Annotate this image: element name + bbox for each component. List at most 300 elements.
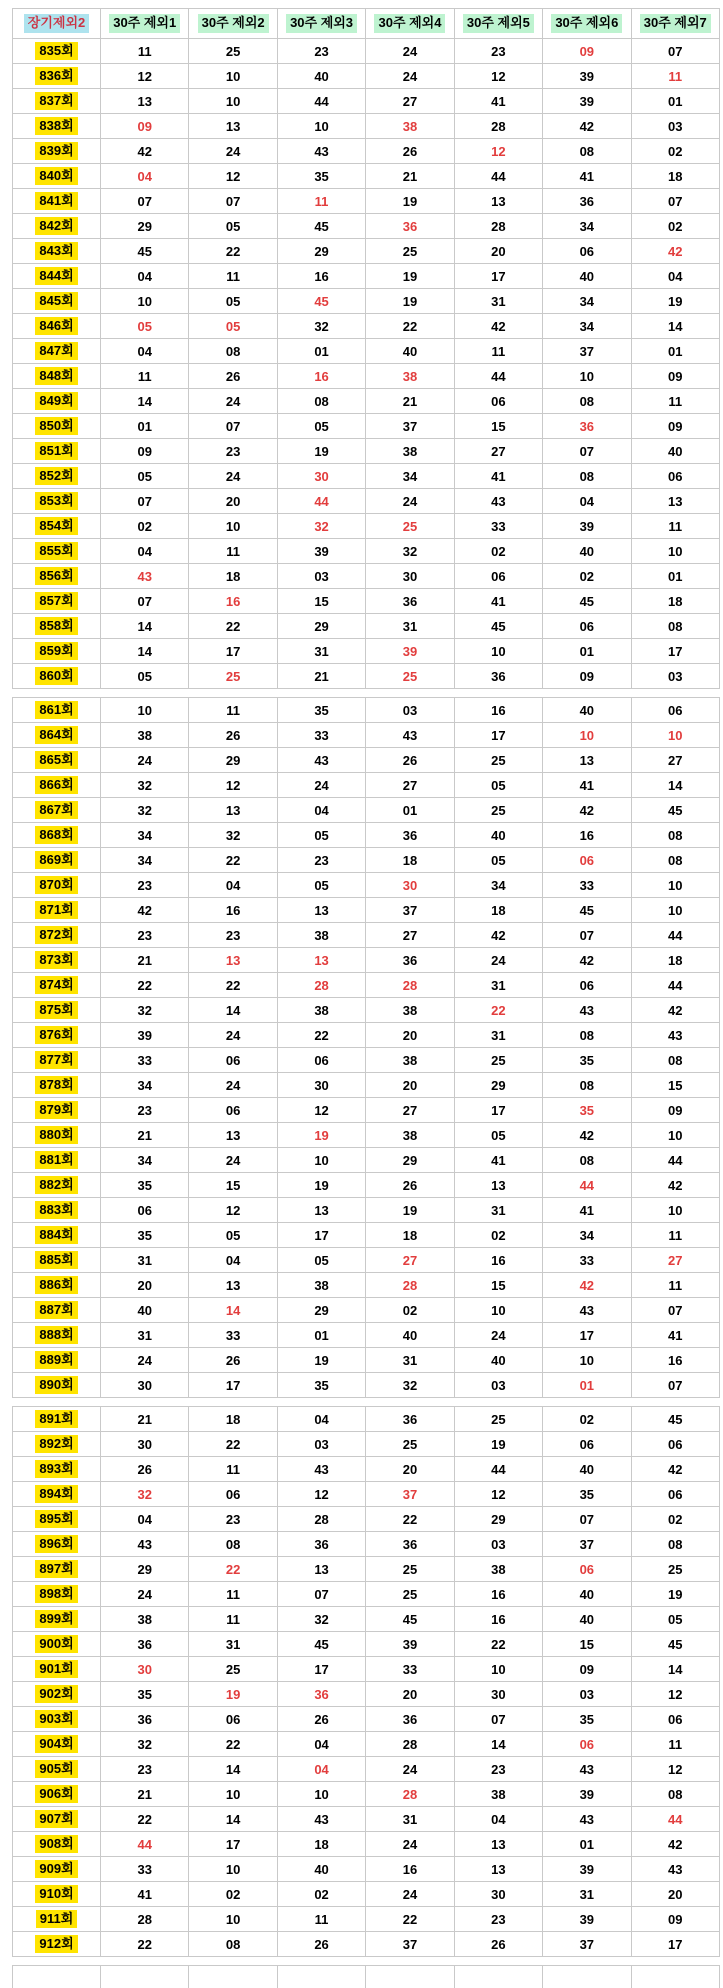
value-cell: [366, 214, 454, 239]
value-red: 22: [491, 1002, 506, 1018]
value-cell: [543, 1807, 631, 1832]
value-cell: [366, 1273, 454, 1298]
value: 10: [668, 1202, 683, 1218]
value-cell: [631, 898, 719, 923]
value-cell: [189, 798, 277, 823]
value: 22: [402, 318, 418, 334]
value: 06: [579, 977, 595, 993]
value: 40: [137, 1302, 152, 1318]
value-cell: [366, 1298, 454, 1323]
value-red: 19: [314, 1127, 329, 1143]
table-row: [13, 1607, 720, 1632]
value: 16: [491, 1586, 506, 1602]
round-cell: [13, 539, 101, 564]
value-red: 04: [137, 168, 152, 184]
header-label-30week-exclusion-7: 30주 제외7: [640, 14, 711, 32]
value-cell: [366, 339, 454, 364]
value-cell: [454, 948, 542, 973]
value-red: 22: [225, 1561, 241, 1577]
value-red: 10: [579, 727, 595, 743]
header-label-longterm-exclusion: 장기제외2: [24, 14, 89, 32]
value: 05: [314, 418, 329, 434]
value-cell: [101, 1432, 189, 1457]
table-row: [13, 1557, 720, 1582]
round-cell: [13, 873, 101, 898]
value-cell: [454, 1966, 542, 1988]
value: 22: [137, 1936, 152, 1952]
value-cell: [277, 1582, 365, 1607]
value: 03: [579, 1686, 595, 1702]
header-label-30week-exclusion-3: 30주 제외3: [286, 14, 357, 32]
value: 39: [579, 93, 595, 109]
value-cell: [101, 664, 189, 689]
value: 04: [314, 1736, 329, 1752]
value: 30: [491, 1686, 506, 1702]
value-cell: [101, 1507, 189, 1532]
value: 13: [137, 93, 152, 109]
value-cell: [277, 1807, 365, 1832]
value: 12: [314, 1102, 329, 1118]
value-cell: [366, 314, 454, 339]
value: 42: [668, 1002, 683, 1018]
round-cell: [13, 1807, 101, 1832]
value-red: 28: [402, 1786, 418, 1802]
round-label: 848회: [35, 367, 77, 385]
value-cell: [631, 1148, 719, 1173]
value-cell: [101, 1707, 189, 1732]
value-cell: [543, 698, 631, 723]
value-cell: [631, 414, 719, 439]
value-cell: [454, 564, 542, 589]
round-label: 861회: [35, 701, 77, 719]
value-cell: [366, 848, 454, 873]
value: 33: [314, 727, 329, 743]
value: 45: [314, 1636, 329, 1652]
value: 14: [668, 777, 683, 793]
value-cell: [543, 264, 631, 289]
value-cell: [277, 464, 365, 489]
value-cell: [543, 364, 631, 389]
value: 20: [137, 1277, 152, 1293]
value-cell: [277, 1632, 365, 1657]
value-red: 44: [314, 493, 329, 509]
value-red: 06: [579, 1561, 595, 1577]
table-row: [13, 114, 720, 139]
round-label: 889회: [35, 1351, 77, 1369]
value-cell: [101, 773, 189, 798]
value: 02: [314, 1886, 329, 1902]
round-label: 883회: [35, 1201, 77, 1219]
value: 16: [314, 268, 329, 284]
value: 25: [402, 1586, 418, 1602]
value-cell: [189, 614, 277, 639]
value: 40: [491, 1352, 506, 1368]
value: 25: [402, 243, 418, 259]
value: 07: [668, 43, 683, 59]
value: 32: [137, 1002, 152, 1018]
round-cell: [13, 1532, 101, 1557]
value-cell: [277, 1857, 365, 1882]
table-row: [13, 823, 720, 848]
value-cell: [189, 748, 277, 773]
value: 20: [491, 243, 506, 259]
value: 24: [402, 1886, 418, 1902]
value-red: 09: [579, 43, 595, 59]
value: 11: [226, 1611, 240, 1627]
round-cell: [13, 1407, 101, 1432]
value-cell: [366, 364, 454, 389]
value: 31: [137, 1252, 152, 1268]
value-cell: [631, 998, 719, 1023]
value-cell: [366, 948, 454, 973]
value-red: 42: [579, 1277, 595, 1293]
value-cell: [101, 698, 189, 723]
value-cell: [189, 339, 277, 364]
value-cell: [631, 773, 719, 798]
value-cell: [189, 998, 277, 1023]
value-cell: [277, 1932, 365, 1957]
value: 22: [225, 1436, 241, 1452]
round-cell: [13, 848, 101, 873]
value: 24: [225, 143, 241, 159]
value-cell: [366, 1457, 454, 1482]
value: 28: [491, 118, 506, 134]
value-cell: [101, 1023, 189, 1048]
value-cell: [543, 64, 631, 89]
value: 32: [402, 543, 418, 559]
round-label: 901회: [35, 1660, 77, 1678]
value-cell: [277, 1482, 365, 1507]
value: 17: [225, 1836, 241, 1852]
value-red: 09: [137, 118, 152, 134]
value: 13: [491, 1177, 506, 1193]
value-cell: [631, 1682, 719, 1707]
value: 39: [137, 1027, 152, 1043]
value-cell: [543, 539, 631, 564]
value-cell: [189, 1832, 277, 1857]
value-cell: [277, 723, 365, 748]
round-label: 835회: [35, 42, 77, 60]
value-red: 11: [668, 68, 683, 84]
value: 11: [226, 1586, 240, 1602]
value: 26: [314, 1711, 329, 1727]
value-cell: [277, 748, 365, 773]
value: 27: [402, 927, 418, 943]
value-cell: [189, 1248, 277, 1273]
value: 10: [225, 93, 241, 109]
table-row: [13, 1048, 720, 1073]
value-cell: [189, 139, 277, 164]
value: 42: [491, 318, 506, 334]
value-cell: [454, 664, 542, 689]
value: 22: [137, 1811, 152, 1827]
value: 01: [579, 1836, 595, 1852]
value-cell: [101, 339, 189, 364]
value-cell: [366, 1557, 454, 1582]
value: 22: [137, 977, 152, 993]
value-cell: [543, 314, 631, 339]
value-cell: [543, 948, 631, 973]
value-cell: [454, 464, 542, 489]
value: 28: [402, 1736, 418, 1752]
value-cell: [543, 114, 631, 139]
value: 32: [225, 827, 241, 843]
header-cell-30week-exclusion-1: [101, 9, 189, 39]
value: 33: [137, 1052, 152, 1068]
value: 05: [137, 668, 152, 684]
value-cell: [277, 1123, 365, 1148]
value: 19: [402, 1202, 418, 1218]
round-cell: [13, 1782, 101, 1807]
value: 10: [491, 643, 506, 659]
value: 24: [137, 1586, 152, 1602]
value-cell: [366, 748, 454, 773]
value: 05: [491, 852, 506, 868]
value-cell: [366, 998, 454, 1023]
value-cell: [631, 948, 719, 973]
value: 15: [491, 418, 506, 434]
value: 38: [491, 1786, 506, 1802]
round-cell: [13, 1507, 101, 1532]
value-cell: [631, 1757, 719, 1782]
value-cell: [101, 823, 189, 848]
table-row: [13, 64, 720, 89]
value-cell: [454, 1557, 542, 1582]
value-red: 42: [668, 243, 683, 259]
value-cell: [277, 114, 365, 139]
value: 35: [579, 1052, 595, 1068]
value-cell: [454, 1882, 542, 1907]
value: 42: [579, 1127, 595, 1143]
value: 25: [402, 1561, 418, 1577]
value: 29: [137, 1561, 152, 1577]
value-cell: [277, 1966, 365, 1988]
value-cell: [366, 1482, 454, 1507]
table-row: [13, 1682, 720, 1707]
round-cell: [13, 1432, 101, 1457]
value: 24: [402, 68, 418, 84]
value: 41: [491, 468, 506, 484]
value-cell: [189, 1073, 277, 1098]
value-cell: [189, 873, 277, 898]
value: 07: [668, 193, 683, 209]
table-row: [13, 664, 720, 689]
value-cell: [543, 664, 631, 689]
value: 06: [579, 1436, 595, 1452]
value-cell: [277, 1023, 365, 1048]
value: 05: [137, 468, 152, 484]
value-cell: [631, 798, 719, 823]
value-cell: [366, 439, 454, 464]
value: 42: [668, 1461, 683, 1477]
value: 27: [402, 1102, 418, 1118]
value-cell: [277, 1373, 365, 1398]
value-cell: [189, 1173, 277, 1198]
value-cell: [543, 1907, 631, 1932]
value: 13: [314, 1202, 329, 1218]
value: 07: [668, 1377, 683, 1393]
value-cell: [543, 1198, 631, 1223]
value: 17: [314, 1227, 329, 1243]
value: 41: [491, 593, 506, 609]
value: 16: [579, 827, 595, 843]
value: 05: [491, 1127, 506, 1143]
round-label: 836회: [35, 67, 77, 85]
round-label: 879회: [35, 1101, 77, 1119]
value: 18: [402, 1227, 418, 1243]
round-label: 908회: [35, 1835, 77, 1853]
value: 37: [579, 1936, 595, 1952]
value: 36: [402, 1536, 418, 1552]
value-cell: [277, 1557, 365, 1582]
value: 24: [402, 1836, 418, 1852]
value: 09: [668, 1102, 683, 1118]
value: 39: [579, 518, 595, 534]
value: 18: [314, 1836, 329, 1852]
round-cell: [13, 589, 101, 614]
value-cell: [631, 439, 719, 464]
value: 07: [137, 593, 152, 609]
value: 09: [579, 1661, 595, 1677]
value-cell: [366, 1348, 454, 1373]
value-cell: [454, 1273, 542, 1298]
value: 31: [402, 1352, 418, 1368]
round-label: 878회: [35, 1076, 77, 1094]
value: 20: [225, 493, 241, 509]
value: 24: [225, 468, 241, 484]
value: 27: [402, 93, 418, 109]
value-cell: [277, 289, 365, 314]
value-cell: [454, 898, 542, 923]
value-cell: [189, 514, 277, 539]
round-label: 840회: [35, 167, 77, 185]
value: 21: [402, 168, 418, 184]
round-cell: [13, 1932, 101, 1957]
table-row: [13, 364, 720, 389]
value-cell: [101, 1657, 189, 1682]
value: 29: [314, 618, 329, 634]
value-cell: [543, 289, 631, 314]
value: 39: [579, 1911, 595, 1927]
table-row: [13, 848, 720, 873]
table-row: [13, 414, 720, 439]
value-cell: [631, 1582, 719, 1607]
value: 05: [668, 1611, 683, 1627]
value-cell: [277, 39, 365, 64]
value-cell: [366, 639, 454, 664]
value: 31: [491, 1202, 506, 1218]
value: 06: [579, 618, 595, 634]
value-cell: [454, 1457, 542, 1482]
value-cell: [366, 1657, 454, 1682]
value-cell: [543, 1223, 631, 1248]
value: 08: [579, 143, 595, 159]
round-label: 841회: [35, 192, 77, 210]
value: 02: [668, 218, 683, 234]
value-cell: [454, 239, 542, 264]
value-cell: [277, 664, 365, 689]
value-cell: [631, 514, 719, 539]
value: 39: [579, 1786, 595, 1802]
value-cell: [101, 1298, 189, 1323]
results-table-section-2: [12, 697, 720, 1398]
table-row: [13, 1123, 720, 1148]
value-cell: [631, 1907, 719, 1932]
value-cell: [543, 1757, 631, 1782]
value: 15: [491, 1277, 506, 1293]
value: 33: [137, 1861, 152, 1877]
value: 43: [314, 1461, 329, 1477]
value-cell: [631, 289, 719, 314]
value-cell: [277, 589, 365, 614]
value-cell: [631, 489, 719, 514]
value-cell: [189, 1682, 277, 1707]
value-cell: [631, 923, 719, 948]
value-cell: [101, 998, 189, 1023]
value: 44: [491, 168, 506, 184]
value: 13: [225, 802, 241, 818]
value: 28: [137, 1911, 152, 1927]
round-cell: [13, 289, 101, 314]
value: 30: [491, 1886, 506, 1902]
value: 10: [225, 68, 241, 84]
value: 13: [314, 902, 329, 918]
value: 43: [491, 493, 506, 509]
value-cell: [366, 64, 454, 89]
value-cell: [631, 1348, 719, 1373]
value-red: 44: [137, 1836, 152, 1852]
value-cell: [101, 1348, 189, 1373]
header-label-30week-exclusion-6: 30주 제외6: [551, 14, 622, 32]
value-cell: [454, 1148, 542, 1173]
value: 40: [579, 1586, 595, 1602]
value-cell: [366, 923, 454, 948]
value-cell: [631, 1323, 719, 1348]
value: 10: [668, 877, 683, 893]
value: 43: [402, 727, 418, 743]
value-cell: [277, 64, 365, 89]
value-cell: [366, 114, 454, 139]
value-cell: [101, 1248, 189, 1273]
value-cell: [277, 1073, 365, 1098]
round-label: 907회: [35, 1810, 77, 1828]
value-cell: [277, 1223, 365, 1248]
value-cell: [543, 139, 631, 164]
value: 14: [491, 1736, 506, 1752]
value: 21: [137, 1786, 152, 1802]
round-cell: [13, 614, 101, 639]
value-cell: [454, 1223, 542, 1248]
value: 41: [579, 168, 595, 184]
round-label: 866회: [35, 776, 77, 794]
value-cell: [543, 973, 631, 998]
value: 04: [137, 543, 152, 559]
value: 36: [402, 827, 418, 843]
value-cell: [543, 1557, 631, 1582]
value: 06: [137, 1202, 152, 1218]
value-cell: [366, 1832, 454, 1857]
value-cell: [631, 214, 719, 239]
value-cell: [366, 1323, 454, 1348]
value: 25: [491, 1411, 506, 1427]
round-cell: [13, 1323, 101, 1348]
value-cell: [277, 1882, 365, 1907]
round-cell: [13, 1298, 101, 1323]
round-cell: [13, 214, 101, 239]
value: 36: [402, 1711, 418, 1727]
value-cell: [454, 364, 542, 389]
value: 13: [225, 1127, 241, 1143]
